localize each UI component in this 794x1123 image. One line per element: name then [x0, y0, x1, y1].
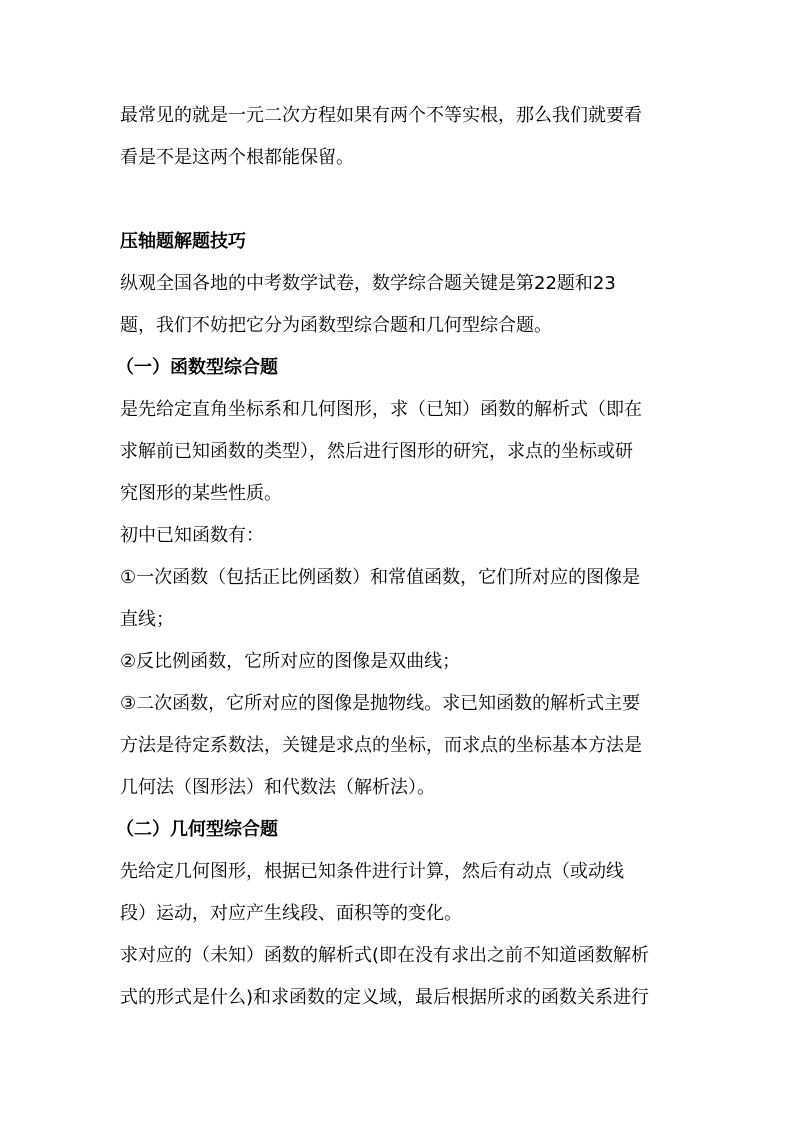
paragraph-line: 是先给定直角坐标系和几何图形，求（已知）函数的解析式（即在	[120, 399, 642, 420]
paragraph-line: 初中已知函数有：	[120, 525, 264, 546]
paragraph-line: 先给定几何图形，根据已知条件进行计算，然后有动点（或动线	[120, 861, 624, 882]
paragraph-line: 方法是待定系数法，关键是求点的坐标，而求点的坐标基本方法是	[120, 735, 642, 756]
paragraph-line: 纵观全国各地的中考数学试卷，数学综合题关键是第22题和23	[120, 273, 616, 294]
paragraph-line: 看是不是这两个根都能保留。	[120, 147, 354, 168]
list-item: ③二次函数，它所对应的图像是抛物线。求已知函数的解析式主要	[120, 693, 641, 714]
paragraph-line: 求解前已知函数的类型），然后进行图形的研究，求点的坐标或研	[120, 441, 633, 462]
list-item-continuation: 直线；	[120, 609, 174, 630]
subsection-heading: （二）几何型综合题	[116, 819, 278, 840]
section-heading: 压轴题解题技巧	[120, 231, 246, 252]
paragraph-line: 最常见的就是一元二次方程如果有两个不等实根，那么我们就要看	[120, 105, 642, 126]
list-item: ②反比例函数，它所对应的图像是双曲线；	[120, 651, 461, 672]
paragraph-line: 求对应的（未知）函数的解析式(即在没有求出之前不知道函数解析	[120, 945, 650, 966]
paragraph-line: 题，我们不妨把它分为函数型综合题和几何型综合题。	[120, 315, 552, 336]
list-item: ①一次函数（包括正比例函数）和常值函数，它们所对应的图像是	[120, 567, 641, 588]
paragraph-line: 究图形的某些性质。	[120, 483, 282, 504]
paragraph-line: 几何法（图形法）和代数法（解析法）。	[120, 777, 435, 798]
subsection-heading: （一）函数型综合题	[116, 357, 278, 378]
paragraph-line: 式的形式是什么)和求函数的定义域，最后根据所求的函数关系进行	[120, 987, 650, 1008]
paragraph-line: 段）运动，对应产生线段、面积等的变化。	[120, 903, 462, 924]
